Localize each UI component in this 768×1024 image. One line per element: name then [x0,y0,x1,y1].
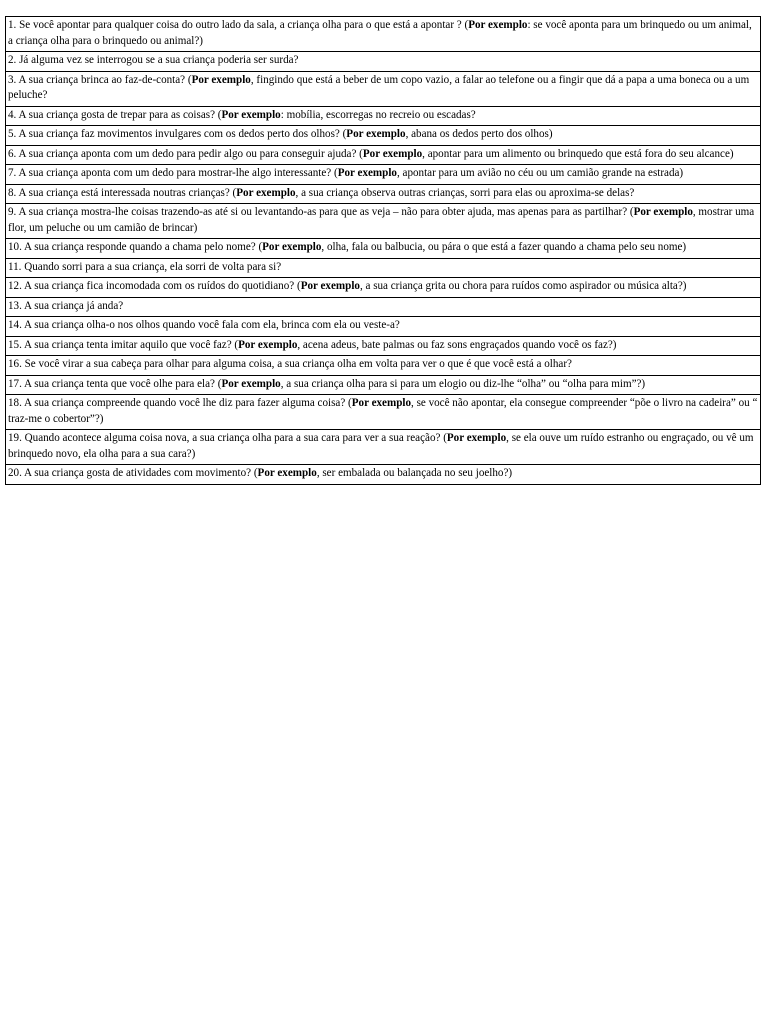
question-row [6,71,761,106]
question-text: , se ela ouve um ruído estranho ou engraçado, ou vê um brinquedo novo, ela olha para a sua cara?) [8,432,754,460]
question-text: , a sua criança observa outras crianças, sorri para elas ou aproxima-se delas? [295,186,635,199]
questionnaire-table [5,16,761,485]
question-cell [6,52,761,72]
question-text: , acena adeus, bate palmas ou faz sons engraçados quando você os faz?) [297,338,617,351]
question-cell [6,317,761,337]
question-text: 13. A sua criança já anda? [8,299,124,312]
questionnaire-body [6,17,761,485]
question-example-label: Por exemplo [633,206,693,218]
question-text: , a sua criança olha para si para um elogio ou diz-lhe “olha” ou “olha para mim”?) [280,377,646,390]
question-row [6,126,761,146]
question-text: , olha, fala ou balbucia, ou pára o que está a fazer quando a chama pelo seu nome) [321,241,687,253]
question-text: 12. A sua criança fica incomodada com os ruídos do quotidiano? ( [8,280,301,292]
question-cell [6,278,761,298]
question-text: 8. A sua criança está interessada noutras crianças? ( [8,186,237,199]
question-example-label: Por exemplo [337,167,397,179]
question-cell [6,184,761,204]
question-text: 10. A sua criança responde quando a chama pelo nome? ( [8,241,263,253]
question-row [6,297,761,317]
question-example-label: Por exemplo [221,377,281,390]
question-example-label: Por exemplo [300,280,360,292]
question-cell [6,17,761,52]
question-text: , fingindo que está a beber de um copo vazio, a falar ao telefone ou a fingir que dá a papa a uma boneca ou a um peluche? [8,73,750,101]
question-cell [6,165,761,185]
question-text: , abana os dedos perto dos olhos) [405,128,553,140]
question-example-label: Por exemplo [446,432,507,444]
question-text: 14. A sua criança olha-o nos olhos quando você fala com ela, brinca com ela ou veste-a? [8,319,400,331]
question-text: 18. A sua criança compreende quando você lhe diz para fazer alguma coisa? ( [8,397,352,409]
question-cell [6,375,761,395]
question-text: , se você não apontar, ela consegue compreender “põe o livro na cadeira” ou “ traz-me o cobertor”?) [8,397,758,425]
question-text: , mostrar uma flor, um peluche ou um camião de brincar) [8,206,755,234]
question-cell [6,145,761,165]
question-row [6,465,761,485]
question-row [6,375,761,395]
question-text: 9. A sua criança mostra-lhe coisas trazendo-as até si ou levantando-as para que as veja – não para obter ajuda, mas apenas para as partilhar? ( [8,206,634,218]
question-row [6,17,761,52]
question-example-label: Por exemplo [236,186,296,199]
question-text: 4. A sua criança gosta de trepar para as coisas? ( [8,108,222,121]
question-example-label: Por exemplo [262,241,322,253]
question-text: 15. A sua criança tenta imitar aquilo que você faz? ( [8,338,239,351]
question-text: , a sua criança grita ou chora para ruídos como aspirador ou música alta?) [359,280,687,292]
question-cell [6,71,761,106]
question-text: , apontar para um avião no céu ou um camião grande na estrada) [396,167,684,179]
question-text: 16. Se você virar a sua cabeça para olhar para alguma coisa, a sua criança olha em volta para ver o que é que você está a olhar? [8,358,572,370]
question-example-label: Por exemplo [221,108,281,121]
question-example-label: Por exemplo [362,147,423,160]
question-row [6,184,761,204]
question-text: , ser embalada ou balançada no seu joelho?) [316,467,513,479]
question-example-label: Por exemplo [351,397,412,409]
question-cell [6,106,761,126]
question-text: 11. Quando sorri para a sua criança, ela sorri de volta para si? [8,260,282,273]
question-example-label: Por exemplo [191,73,251,86]
question-text: 2. Já alguma vez se interrogou se a sua criança poderia ser surda? [8,54,299,66]
question-cell [6,239,761,259]
question-row [6,278,761,298]
question-text: 3. A sua criança brinca ao faz-de-conta? ( [8,73,192,86]
question-text: 19. Quando acontece alguma coisa nova, a sua criança olha para a sua cara para ver a sua reação? ( [8,432,447,444]
question-row [6,336,761,356]
question-text: 20. A sua criança gosta de atividades com movimento? ( [8,467,258,479]
question-row [6,317,761,337]
question-cell [6,204,761,239]
question-row [6,430,761,465]
question-example-label: Por exemplo [468,19,528,31]
question-cell [6,258,761,278]
question-text: 5. A sua criança faz movimentos invulgares com os dedos perto dos olhos? ( [8,128,347,140]
question-row [6,145,761,165]
question-row [6,165,761,185]
question-row [6,356,761,376]
question-text: , apontar para um alimento ou brinquedo que está fora do seu alcance) [422,147,734,160]
question-row [6,204,761,239]
question-text: 6. A sua criança aponta com um dedo para pedir algo ou para conseguir ajuda? ( [8,147,363,160]
question-cell [6,297,761,317]
question-text: 1. Se você apontar para qualquer coisa do outro lado da sala, a criança olha para o que está a apontar ? ( [8,19,469,31]
question-text: 17. A sua criança tenta que você olhe para ela? ( [8,377,222,390]
question-text: : se você aponta para um brinquedo ou um animal, a criança olha para o brinquedo ou animal?) [8,19,752,47]
question-example-label: Por exemplo [257,467,317,479]
question-text: : mobília, escorregas no recreio ou escadas? [280,108,476,121]
question-cell [6,356,761,376]
question-cell [6,336,761,356]
question-cell [6,395,761,430]
question-row [6,106,761,126]
question-example-label: Por exemplo [346,128,406,140]
question-cell [6,465,761,485]
question-text: 7. A sua criança aponta com um dedo para mostrar-lhe algo interessante? ( [8,167,338,179]
question-cell [6,126,761,146]
question-row [6,395,761,430]
question-row [6,52,761,72]
question-row [6,239,761,259]
question-example-label: Por exemplo [238,338,298,351]
question-cell [6,430,761,465]
question-row [6,258,761,278]
